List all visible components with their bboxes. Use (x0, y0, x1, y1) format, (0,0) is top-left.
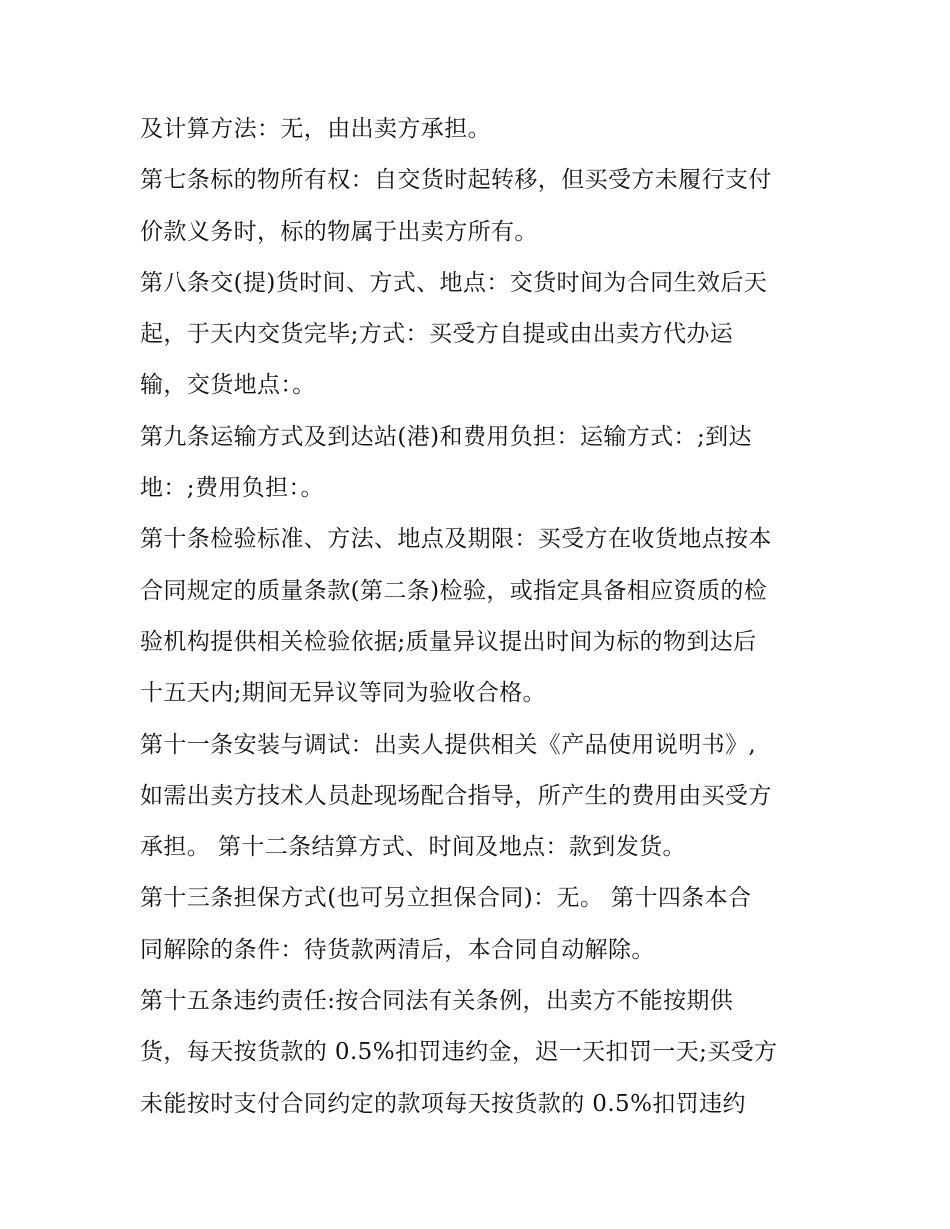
text-line: 地：;费用负担：。 (140, 475, 324, 502)
text-line: 第十一条安装与调试：出卖人提供相关《产品使用说明书》, (140, 731, 757, 758)
text-line: 第十五条违约责任:按合同法有关条例，出卖方不能按期供 (140, 988, 734, 1015)
contract-text (140, 104, 820, 1130)
text-line: 输，交货地点：。 (140, 372, 316, 399)
text-line: 价款义务时，标的物属于出卖方所有。 (140, 218, 538, 245)
text-line: 承担。 第十二条结算方式、时间及地点：款到发货。 (140, 834, 686, 861)
text-line: 第七条标的物所有权：自交货时起转移，但买受方未履行支付 (140, 167, 772, 194)
text-line: 起，于天内交货完毕;方式：买受方自提或由出卖方代办运 (140, 321, 734, 348)
text-line: 第十条检验标准、方法、地点及期限：买受方在收货地点按本 (140, 526, 772, 553)
text-line: 未能按时支付合同约定的款项每天按货款的 0.5%扣罚违约 (140, 1090, 746, 1117)
text-line: 如需出卖方技术人员赴现场配合指导，所产生的费用由买受方 (140, 782, 772, 809)
text-line: 第十三条担保方式(也可另立担保合同)：无。 第十四条本合 (140, 885, 752, 912)
text-line: 第八条交(提)货时间、方式、地点：交货时间为合同生效后天 (140, 269, 768, 296)
text-line: 货，每天按货款的 0.5%扣罚违约金，迟一天扣罚一天;买受方 (140, 1039, 778, 1066)
text-line: 第九条运输方式及到达站(港)和费用负担：运输方式：;到达 (140, 423, 752, 450)
text-line: 同解除的条件：待货款两清后，本合同自动解除。 (140, 936, 655, 963)
text-line: 十五天内;期间无异议等同为验收合格。 (140, 680, 546, 707)
text-line: 合同规定的质量条款(第二条)检验，或指定具备相应资质的检 (140, 577, 768, 604)
text-line: 及计算方法：无，由出卖方承担。 (140, 116, 491, 142)
text-line: 验机构提供相关检验依据;质量异议提出时间为标的物到达后 (140, 628, 757, 655)
